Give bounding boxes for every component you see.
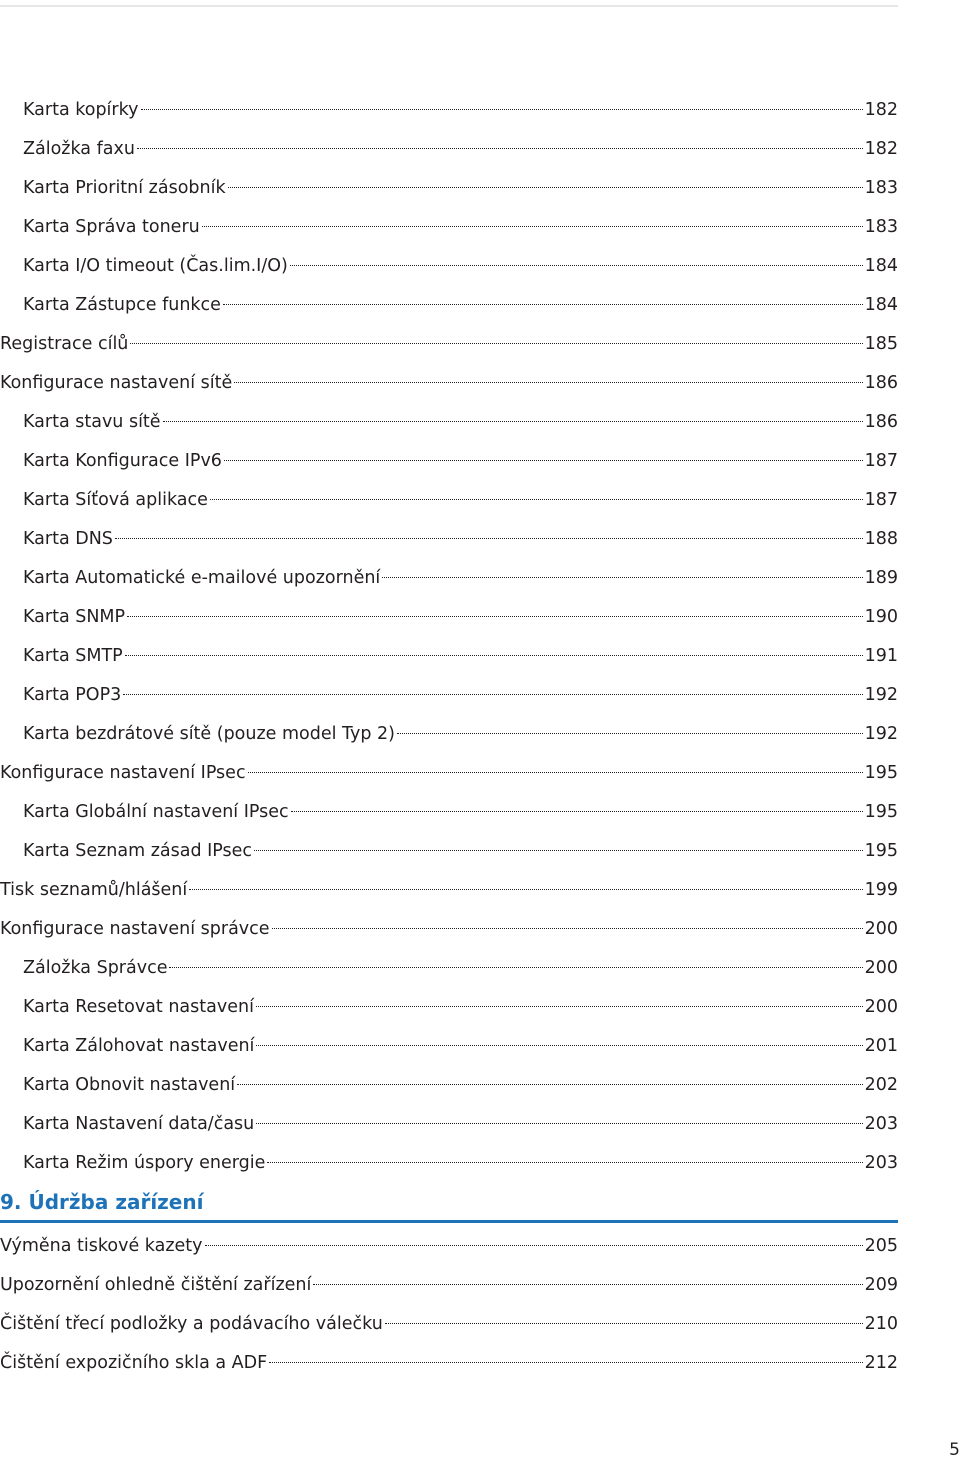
toc-entry-title: Čištění expozičního skla a ADF (0, 1353, 268, 1373)
toc-entry-page: 199 (864, 880, 898, 900)
toc-entry-title: Konfigurace nastavení sítě (0, 373, 233, 393)
toc-entry-title: Karta I/O timeout (Čas.lim.I/O) (23, 256, 288, 276)
toc-leader-dots (223, 304, 863, 305)
toc-entry-page: 205 (864, 1236, 898, 1256)
toc-entry-title: Výměna tiskové kazety (0, 1236, 203, 1256)
toc-entry[interactable] (0, 252, 898, 280)
toc-entry-title: Karta Resetovat nastavení (23, 997, 254, 1017)
toc-entry-title: Karta Zálohovat nastavení (23, 1036, 255, 1056)
toc-entry-page: 183 (864, 178, 898, 198)
toc-entry[interactable] (0, 564, 898, 592)
toc-entry[interactable] (0, 1071, 898, 1099)
toc-entry-page: 192 (864, 724, 898, 744)
toc-entry-title: Karta Prioritní zásobník (23, 178, 226, 198)
toc-entry-page: 185 (864, 334, 898, 354)
toc-leader-dots (382, 577, 862, 578)
toc-entry-title: Konfigurace nastavení správce (0, 919, 270, 939)
toc-leader-dots (397, 733, 863, 734)
toc-leader-dots (256, 1006, 863, 1007)
toc-entry[interactable] (0, 1310, 898, 1338)
toc-leader-dots (224, 460, 863, 461)
toc-entry-page: 200 (864, 919, 898, 939)
toc-leader-dots (290, 265, 863, 266)
toc-entry-page: 212 (864, 1353, 898, 1373)
toc-entry-page: 183 (864, 217, 898, 237)
toc-entry-title: Registrace cílů (0, 334, 129, 354)
toc-entry[interactable] (0, 642, 898, 670)
toc-entry-page: 201 (864, 1036, 898, 1056)
toc-entry-page: 189 (864, 568, 898, 588)
toc-entry[interactable] (0, 798, 898, 826)
toc-leader-dots (385, 1323, 863, 1324)
toc-entry[interactable] (0, 681, 898, 709)
toc-entry-page: 209 (864, 1275, 898, 1295)
toc-entry[interactable] (0, 876, 898, 904)
toc-leader-dots (205, 1245, 863, 1246)
chapter-heading[interactable] (0, 1188, 898, 1216)
toc-entry-page: 190 (864, 607, 898, 627)
toc-leader-dots (291, 811, 863, 812)
toc-entry-title: Tisk seznamů/hlášení (0, 880, 188, 900)
toc-entry-title: Záložka Správce (23, 958, 168, 978)
toc-entry-title: Karta kopírky (23, 100, 139, 120)
toc-entry[interactable] (0, 1149, 898, 1177)
toc-entry[interactable] (0, 1232, 898, 1260)
toc-entry[interactable] (0, 135, 898, 163)
toc-entry-title: Karta DNS (23, 529, 113, 549)
toc-entry-page: 192 (864, 685, 898, 705)
toc-entry[interactable] (0, 915, 898, 943)
toc-entry[interactable] (0, 174, 898, 202)
toc-entry[interactable] (0, 213, 898, 241)
toc-entry-title: Karta SNMP (23, 607, 126, 627)
toc-entry-title: Karta Obnovit nastavení (23, 1075, 236, 1095)
toc-entry-page: 200 (864, 958, 898, 978)
toc-leader-dots (141, 109, 863, 110)
toc-leader-dots (163, 421, 863, 422)
toc-leader-dots (189, 889, 862, 890)
toc-leader-dots (125, 655, 863, 656)
toc-entry-page: 202 (864, 1075, 898, 1095)
toc-entry[interactable] (0, 291, 898, 319)
toc-entry-title: Karta Režim úspory energie (23, 1153, 266, 1173)
toc-entry-title: Karta Nastavení data/času (23, 1114, 255, 1134)
toc-entry[interactable] (0, 486, 898, 514)
toc-entry-title: Karta Konfigurace IPv6 (23, 451, 222, 471)
toc-entry-title: Karta Správa toneru (23, 217, 200, 237)
toc-entry[interactable] (0, 408, 898, 436)
chapter-title: 9. Údržba zařízení (0, 1190, 204, 1214)
toc-entry-page: 203 (864, 1114, 898, 1134)
toc-entry-page: 182 (864, 139, 898, 159)
toc-leader-dots (269, 1362, 862, 1363)
toc-leader-dots (210, 499, 863, 500)
toc-leader-dots (256, 1045, 862, 1046)
toc-entry[interactable] (0, 720, 898, 748)
toc-entry[interactable] (0, 954, 898, 982)
toc-entry-page: 210 (864, 1314, 898, 1334)
toc-entry[interactable] (0, 1349, 898, 1377)
toc-entry[interactable] (0, 603, 898, 631)
toc-entry-page: 184 (864, 295, 898, 315)
toc-entry[interactable] (0, 1271, 898, 1299)
toc-entry[interactable] (0, 369, 898, 397)
toc-entry-page: 188 (864, 529, 898, 549)
toc-entry-title: Karta SMTP (23, 646, 123, 666)
toc-entry[interactable] (0, 1110, 898, 1138)
toc-entry[interactable] (0, 96, 898, 124)
toc-entry-page: 187 (864, 490, 898, 510)
toc-entry-page: 184 (864, 256, 898, 276)
toc-leader-dots (123, 694, 862, 695)
toc-leader-dots (248, 772, 863, 773)
toc-entry-title: Karta Automatické e-mailové upozornění (23, 568, 381, 588)
toc-entry[interactable] (0, 759, 898, 787)
toc-leader-dots (272, 928, 863, 929)
toc-entry[interactable] (0, 837, 898, 865)
toc-entry-title: Karta Seznam zásad IPsec (23, 841, 253, 861)
toc-entry-title: Karta stavu sítě (23, 412, 161, 432)
toc-leader-dots (127, 616, 863, 617)
toc-leader-dots (115, 538, 863, 539)
toc-entry-title: Karta bezdrátové sítě (pouze model Typ 2) (23, 724, 396, 744)
toc-entry[interactable] (0, 447, 898, 475)
toc-leader-dots (313, 1284, 862, 1285)
chapter-rule (0, 1220, 898, 1223)
toc-entry-page: 200 (864, 997, 898, 1017)
toc-entry-title: Čištění třecí podložky a podávacího válečku (0, 1314, 383, 1334)
toc-leader-dots (130, 343, 862, 344)
toc-leader-dots (169, 967, 862, 968)
toc-entry[interactable] (0, 1032, 898, 1060)
toc-entry-page: 195 (864, 763, 898, 783)
toc-leader-dots (202, 226, 863, 227)
toc-leader-dots (137, 148, 863, 149)
toc-entry-page: 186 (864, 412, 898, 432)
page-number: 5 (949, 1440, 960, 1460)
toc-entry[interactable] (0, 993, 898, 1021)
toc-entry[interactable] (0, 525, 898, 553)
toc-entry-page: 203 (864, 1153, 898, 1173)
toc-entry-page: 187 (864, 451, 898, 471)
toc-entry-title: Karta Globální nastavení IPsec (23, 802, 289, 822)
toc-entry-page: 182 (864, 100, 898, 120)
toc-leader-dots (256, 1123, 862, 1124)
toc-entry-title: Karta POP3 (23, 685, 122, 705)
toc-leader-dots (237, 1084, 862, 1085)
top-rule (0, 5, 898, 7)
toc-leader-dots (254, 850, 863, 851)
toc-entry[interactable] (0, 330, 898, 358)
toc-leader-dots (267, 1162, 862, 1163)
toc-leader-dots (228, 187, 863, 188)
toc-leader-dots (234, 382, 862, 383)
toc-entry-title: Konfigurace nastavení IPsec (0, 763, 246, 783)
toc-entry-page: 195 (864, 841, 898, 861)
toc-entry-page: 191 (864, 646, 898, 666)
toc-entry-title: Karta Síťová aplikace (23, 490, 208, 510)
toc-entry-title: Upozornění ohledně čištění zařízení (0, 1275, 312, 1295)
toc-entry-title: Záložka faxu (23, 139, 135, 159)
toc-entry-page: 195 (864, 802, 898, 822)
toc-entry-title: Karta Zástupce funkce (23, 295, 221, 315)
toc-entry-page: 186 (864, 373, 898, 393)
